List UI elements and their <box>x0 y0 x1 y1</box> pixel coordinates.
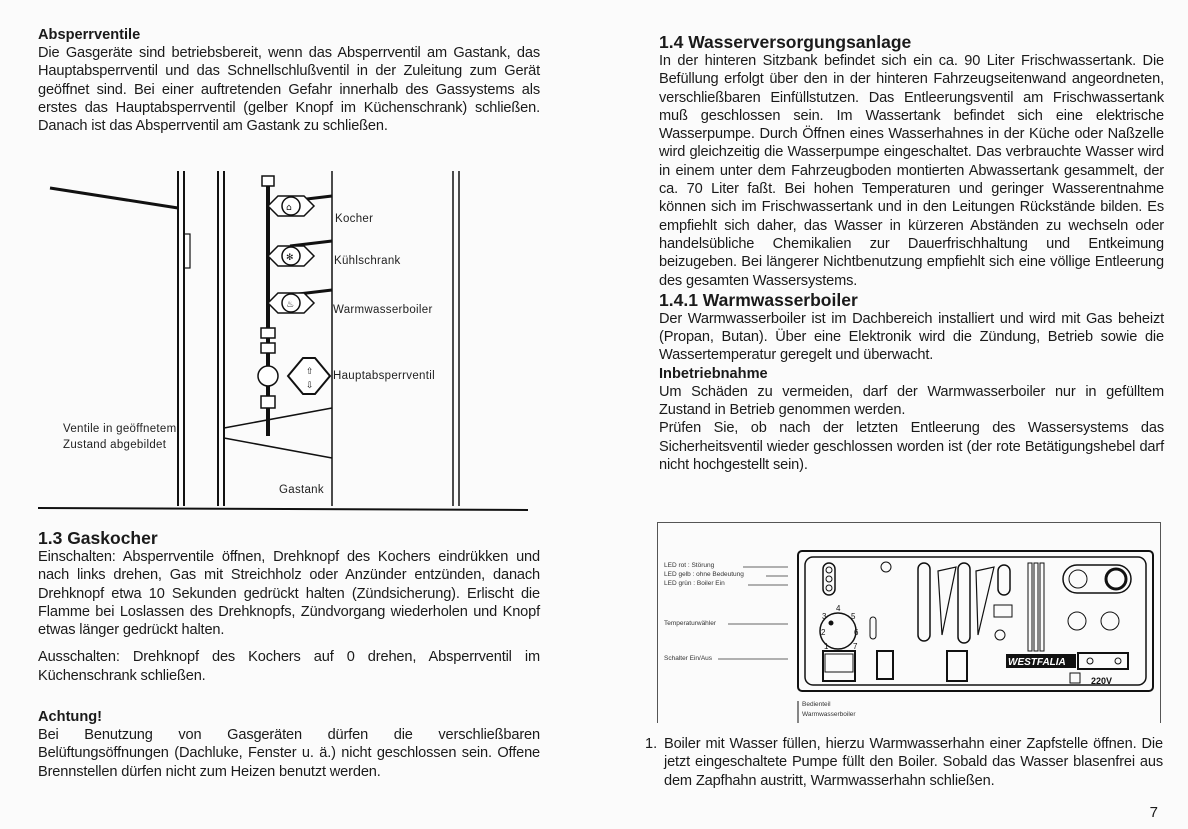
legend-temperaturwaehler: Temperaturwähler <box>664 620 717 627</box>
steps-list <box>645 735 1163 790</box>
control-panel-diagram <box>658 523 1160 723</box>
paragraph-warmwasserboiler: Der Warmwasserboiler ist im Dachbereich installiert und wird mit Gas beheizt (Propan, Butan). Über eine Elektronik wird die Zündung, Betrieb sowie die Wassertemperatur geregelt und überwacht. <box>659 310 1164 364</box>
svg-text:7: 7 <box>853 642 858 651</box>
section-absperrventile <box>38 26 540 135</box>
caption-bedienteil: Bedienteil <box>802 701 831 708</box>
heading-absperrventile: Absperrventile <box>38 27 141 43</box>
label-kocher: Kocher <box>335 213 374 225</box>
legend-led-gruen: LED grün : Boiler Ein <box>664 580 725 587</box>
svg-text:3: 3 <box>822 612 827 621</box>
svg-text:⌂: ⌂ <box>286 203 292 213</box>
label-note-line2: Zustand abgebildet <box>63 439 167 451</box>
svg-text:WESTFALIA: WESTFALIA <box>1008 657 1066 668</box>
svg-text:♨: ♨ <box>286 300 295 310</box>
label-kuehlschrank: Kühlschrank <box>334 255 401 267</box>
svg-text:⇧: ⇧ <box>306 367 314 377</box>
paragraph-absperrventile: Die Gasgeräte sind betriebsbereit, wenn das Absperrventil am Gastank, das Hauptabsperrventil und das Schnellschlußventil in der Zuleitung zum Gerät geöffnet sind. Bei einer auftretenden Gefahr innerhalb des Gassystems als erstes das Hauptabsperrventil (gelber Knopf im Küchenschrank) schließen. Danach ist das Absperrventil am Gastank zu schließen. <box>38 45 540 135</box>
label-note-line1: Ventile in geöffnetem <box>63 423 177 435</box>
paragraph-inbetriebnahme-1: Um Schäden zu vermeiden, darf der Warmwasserboiler nur in gefülltem Zustand in Betrieb genommen werden. <box>659 383 1164 419</box>
section-gaskocher <box>38 528 540 685</box>
paragraph-inbetriebnahme-2: Prüfen Sie, ob nach der letzten Entleerung des Wassersystems das Sicherheitsventil wieder geschlossen worden ist (der rote Betätigungshebel darf nicht hochgestellt sein). <box>659 420 1164 473</box>
figure-gas-valves <box>38 168 528 516</box>
svg-text:220V: 220V <box>1091 676 1113 686</box>
paragraph-achtung: Bei Benutzung von Gasgeräten dürfen die verschließbaren Belüftungsöffnungen (Dachluke, Fenster u. ä.) nicht geschlossen sein. Offene Brennstellen dürfen nicht zum Heizen benutzt werden. <box>38 727 540 780</box>
gas-valve-diagram <box>38 168 528 516</box>
paragraph-wasserversorgung: In der hinteren Sitzbank befindet sich ein ca. 90 Liter Frischwassertank. Die Befüllung erfolgt über den in der hinteren Fahrzeugseitenwand angeordneten, verschließbaren Einfüllstutzen. Das Entleerungsventil am Frischwassertank muß geschlossen sein. Im Wassertank befindet sich eine elektrische Wasserpumpe. Durch Öffnen eines Wasserhahnes in der Küche oder Naßzelle wird gleichzeitig die Wasserpumpe eingeschaltet. Das verbrauchte Wasser wird in einem unter dem Fahrzeugboden montierten Abwassertank gesammelt, der ca. 70 Liter faßt. Bei hohen Temperaturen und geringer Wasserentnahme können sich im Frischwassertank und in den Leitungen Rückstände bilden. Es empfiehlt sich daher, das Wasser in kürzeren Abständen zu wechseln oder handelsübliche Chemikalien zur Dauerfrischhaltung und Entkeimung beizugeben. Bei längerer Nichtbenutzung empfiehlt sich eine völlige Entleerung des gesamten Wassersystems. <box>659 53 1164 289</box>
section-wasserversorgung <box>659 32 1164 474</box>
heading-warmwasserboiler: 1.4.1 Warmwasserboiler <box>659 289 858 310</box>
heading-gaskocher: 1.3 Gaskocher <box>38 528 158 548</box>
paragraph-einschalten: Einschalten: Absperrventile öffnen, Drehknopf des Kochers eindrükken und nach links drehen, Gas mit Streichholz oder Anzünder entzünden, danach Drehknopf etwa 10 Sekunden gedrückt halten (Zündsicherung). Erlischt die Flamme bei Loslassen des Drehknopfs, Zündvorgang wiederholen und Knopf etwas länger gedrückt halten. <box>38 549 540 639</box>
svg-text:2: 2 <box>821 628 826 637</box>
svg-text:1: 1 <box>824 642 829 651</box>
svg-text:6: 6 <box>854 628 859 637</box>
legend-led-rot: LED rot : Störung <box>664 562 715 569</box>
svg-text:⇩: ⇩ <box>306 381 314 391</box>
step-number: 1. <box>645 736 658 752</box>
paragraph-ausschalten: Ausschalten: Drehknopf des Kochers auf 0 drehen, Absperrventil im Küchenschrank schließen. <box>38 649 540 684</box>
caption-warmwasserboiler: Warmwasserboiler <box>802 711 856 718</box>
step-text: Boiler mit Wasser füllen, hierzu Warmwasserhahn einer Zapfstelle öffnen. Die jetzt eingeschaltete Pumpe füllt den Boiler. Sobald das Wasser blasenfrei aus dem Zapfhahn austritt, Warmwasserhahn schließen. <box>664 736 1163 789</box>
svg-text:4: 4 <box>836 604 841 613</box>
heading-inbetriebnahme: Inbetriebnahme <box>659 365 768 382</box>
page-number: 7 <box>1149 804 1158 821</box>
section-achtung <box>38 708 540 781</box>
heading-wasserversorgung: 1.4 Wasserversorgungsanlage <box>659 32 912 52</box>
label-gastank: Gastank <box>279 484 324 496</box>
heading-achtung: Achtung! <box>38 709 103 725</box>
legend-led-gelb: LED gelb : ohne Bedeutung <box>664 571 744 578</box>
figure-boiler-control-panel <box>657 522 1161 723</box>
label-warmwasserboiler: Warmwasserboiler <box>333 304 433 316</box>
label-hauptabsperrventil: Hauptabsperrventil <box>333 370 435 382</box>
legend-schalter: Schalter Ein/Aus <box>664 655 713 662</box>
list-item <box>645 735 1163 790</box>
svg-text:✻: ✻ <box>286 253 294 263</box>
svg-text:5: 5 <box>851 612 856 621</box>
